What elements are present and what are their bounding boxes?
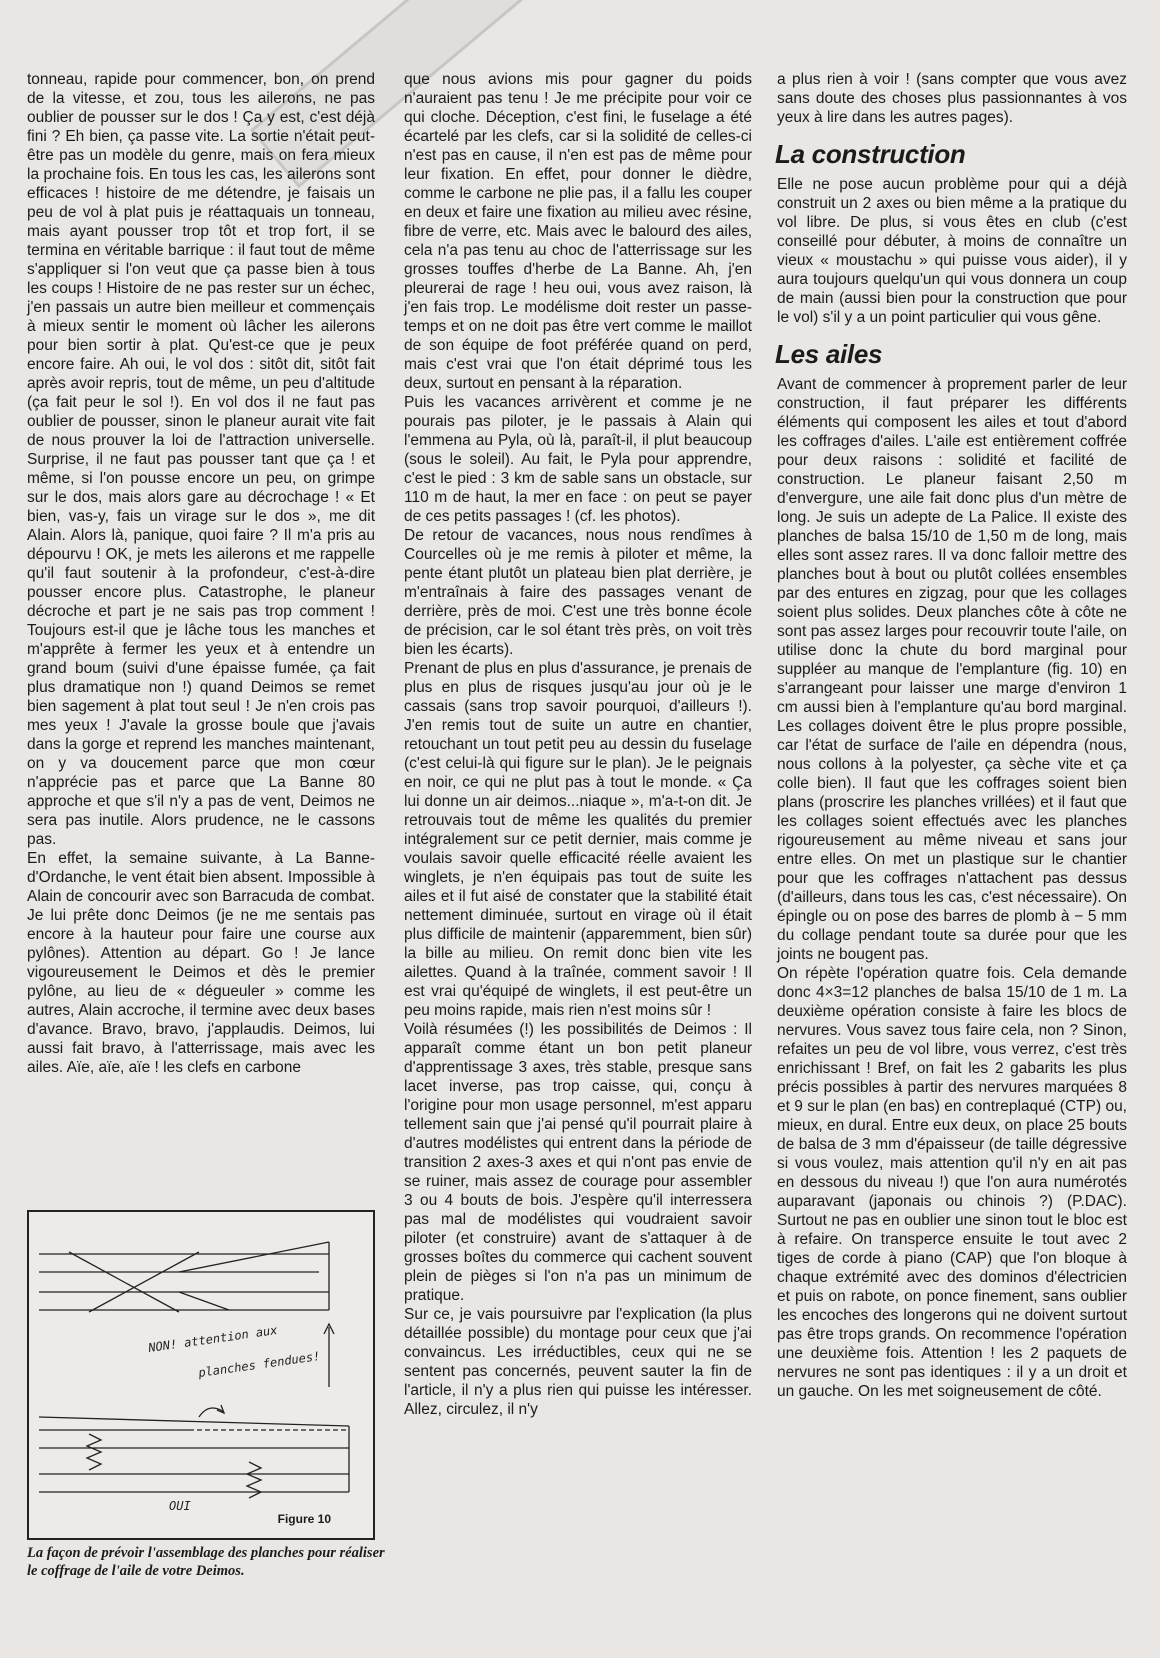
section-heading-construction: La construction (775, 139, 966, 169)
figure-10-wing-sheeting-diagram (27, 1210, 375, 1540)
paragraph: Voilà résumées (!) les possibilités de Deimos : Il apparaît comme étant un bon petit planeur d'apprentissage 3 axes, très stable, presque sans lacet inverse, pas trop caisse, qui, conçu à l'origine pour mon usage personnel, m'est apparu tellement sain que j'ai pensé qu'il pourrait plaire à d'autres modélistes qui entrent dans la période de transition 2 axes-3 axes et qui n'ont pas envie de se ruiner, mais assez de courage pour assembler 3 ou 4 bouts de bois. J'espère qu'il interressera pas mal de modélistes qui voudraient savoir piloter (et construire) avant de s'attaquer à de grosses boîtes du commerce qui cachent souvent plein de pièges si l'on n'a pas un minimum de pratique. (404, 1021, 752, 1304)
figure-number: Figure 10 (277, 1512, 331, 1526)
paragraph: Prenant de plus en plus d'assurance, je prenais de plus en plus de risques jusqu'au jour où je le cassais (sans trop savoir pourquoi, d'ailleurs !). J'en remis tout de suite un autre en chantier, retouchant un tout petit peu au dessin du fuselage (c'est celui-là qui figure sur le plan). Je le peignais en noir, ce qui ne plut pas à tout le monde. « Ça lui donne un air deimos...niaque », m'a-t-on dit. Je retrouvais tout de même les qualités du premier intégralement sur ce petit dernier, mais comme je voulais savoir quelle efficacité réelle avaient les winglets, je n'en équipais pas tout de suite les ailes et il fut aisé de constater que la stabilité était nettement diminuée, surtout en virage où il était plus difficile de maintenir (apparemment, bien sûr) la bille au milieu. On remit donc bien vite les ailettes. Quand à la traînée, comment savoir ! Il est vrai qu'équipé de winglets, il est peut-être un peu moins rapide, mais rien n'est moins sûr ! (404, 660, 752, 1019)
paragraph: a plus rien à voir ! (sans compter que vous avez sans doute des choses plus passionnantes à vos yeux à lire dans les autres pages). (777, 71, 1127, 126)
paragraph: que nous avions mis pour gagner du poids n'auraient pas tenu ! Je me précipite pour voir ce qui cloche. Déception, c'est fini, le fuselage a été écartelé par les clefs, car si la solidité de celles-ci n'est pas en cause, il n'en est pas de même pour leur fixation. En effet, pour donner le dièdre, comme le carbone ne plie pas, il a fallu les couper en deux et faire une fixation au milieu avec résine, fibre de verre, etc. Mais avec le balourd des ailes, cela n'a pas tenu au choc de l'atterrissage sur les grosses touffes d'herbe de La Banne. Ah, j'en pleurerai de rage ! heu oui, vous avez raison, là j'en fais trop. Le modélisme doit rester un passe-temps et on ne doit pas être vert comme le maillot de son équipe de foot préférée quand on perd, mais c'est vrai que l'on était déprimé tous les deux, surtout en pensant à la réparation. (404, 71, 752, 392)
text-column-middle (404, 70, 752, 1419)
paragraph: Sur ce, je vais poursuivre par l'explication (la plus détaillée possible) du montage pour ceux que j'ai convaincus. Les irréductibles, ceux qui ne se sentent pas concernés, peuvent sauter la fin de l'article, il n'y a plus rien qui puisse les intéresser. Allez, circulez, il n'y (404, 1306, 752, 1418)
text-column-left (27, 70, 375, 1077)
note-line-2: planches fendues! (197, 1349, 322, 1380)
section-heading-ailes: Les ailes (775, 339, 883, 369)
paragraph: De retour de vacances, nous nous rendîmes à Courcelles où je me remis à piloter et même, la pente étant plutôt un plateau bien plat derrière, je m'entraînais à faire des passages venant de derrière, près de moi. C'est une très bonne école de précision, car le sol étant très près, on voit très bien les écarts). (404, 527, 752, 658)
sheeting-sketch (29, 1212, 373, 1538)
paragraph: Puis les vacances arrivèrent et comme je ne pourais pas piloter, je le passais à Alain qui l'emmena au Pyla, où là, paraît-il, il plut beaucoup (sous le soleil). Au fait, le Pyla pour apprendre, c'est le pied : 3 km de sable sans un obstacle, sur 110 m de haut, la mer en face : on peut se payer de ces petits passages ! (cf. les photos). (404, 394, 752, 525)
paragraph: En effet, la semaine suivante, à La Banne-d'Ordanche, le vent était bien absent. Impossible à Alain de concourir avec son Barracuda de combat. Je lui prête donc Deimos (je ne me sentais pas encore à la hauteur pour faire une course aux pylônes). Attention au départ. Go ! Je lance vigoureusement le Deimos et dès le premier pylône, au lieu de « dégueuler » comme les autres, Alain accroche, il termine avec deux bases d'avance. Bravo, bravo, j'applaudis. Deimos, lui aussi fait bravo, à l'atterrissage, mais avec les ailes. Aïe, aïe, aïe ! les clefs en carbone (27, 850, 375, 1076)
paragraph: On répète l'opération quatre fois. Cela demande donc 4×3=12 planches de balsa 15/10 de 1 m. La deuxième opération consiste à faire les blocs de nervures. Vous savez tous faire cela, non ? Sinon, refaites un peu de vol libre, vous verrez, c'est très enrichissant ! Bref, on fait les 2 gabarits les plus précis possibles à partir des nervures marquées 8 et 9 sur le plan (en bas) en contreplaqué (CTP) ou, mieux, en dural. Entre eux deux, on place 25 bouts de balsa de 3 mm d'épaisseur (de taille dégressive si vous voulez, mais attention qu'il n'y en ait pas en dessous du niveau !) que l'on aura numérotés auparavant (japonais ou chinois ?) (P.DAC). Surtout ne pas en oublier une sinon tout le bloc est à refaire. On transperce ensuite le tout avec 2 tiges de corde à piano (CAP) que l'on bloque à chaque extrémité avec des dominos d'électricien et puis on rabote, on ponce finement, sans oublier les encoches des longerons qui ne doivent surtout pas être trops grands. On recommence l'opération une deuxième fois. Attention ! les 2 paquets de nervures ne sont pas identiques : il y a un droit et un gauche. On les met soigneusement de côté. (777, 965, 1127, 1400)
note-line-1: NON! attention aux (147, 1323, 279, 1355)
paragraph: tonneau, rapide pour commencer, bon, on prend de la vitesse, et zou, tous les ailerons, ne pas oublier de pousser sur le dos ! Ça y est, c'est déjà fini ? Eh bien, ça passe vite. La sortie n'était peut-être pas un modèle du genre, mais on fera mieux la prochaine fois. En tous les cas, les ailerons sont efficaces ! histoire de me détendre, je faisais un peu de vol à plat puis je réattaquais un tonneau, mais ayant pousser trop tôt et trop fort, il se termina en véritable barrique : il faut tout de même s'appliquer si l'on veut que ça passe bien à tous les coups ! Histoire de ne pas rester sur un échec, j'en passais un autre bien meilleur et commençais à mieux sentir le moment où lâcher les ailerons pour bien sortir à plat. Qu'est-ce que je peux encore faire. Ah oui, le vol dos : sitôt dit, sitôt fait après avoir repris, tout de même, un peu d'altitude (ça fait peur le sol !). En vol dos il ne faut pas oublier de pousser, sinon le planeur aurait vite fait de nous prouver la loi de l'attraction universelle. Surprise, il ne faut pas pousser tant que ça ! et même, si l'on pousse encore un peu, on grimpe sur le dos, mais alors gare au décrochage ! « Et bien, vas-y, fais un virage sur le dos », me dit Alain. Alors là, panique, quoi faire ? Il m'a pris au dépourvu ! OK, je mets les ailerons et me rappelle qu'il faut soutenir à la profondeur, c'est-à-dire pousser encore plus. Catastrophe, le planeur décroche et part je ne sais pas trop comment ! Toujours est-il que je lâche tous les manches et m'apprête à fermer les yeux et à entendre un grand boum (suivi d'une épaisse fumée, ça fait plus dramatique non !) quand Deimos se remet bien sagement à plat tout seul ! Je n'en crois pas mes yeux ! J'avale la grosse boule que j'avais dans la gorge et reprend les manches maintenant, on y va doucement parce que mon cœur n'apprécie pas et parce que La Banne 80 approche et que s'il n'y a pas de vent, Deimos ne sera pas inutile. Alors prudence, ne le cassons pas. (27, 71, 375, 848)
figure-caption: La façon de prévoir l'assemblage des planches pour réaliser le coffrage de l'aile de votre Deimos. (27, 1545, 385, 1579)
paragraph: Avant de commencer à proprement parler de leur construction, il faut préparer les différents éléments qui composent les ailes et tout d'abord les coffrages d'ailes. L'aile est entièrement coffrée pour deux raisons : solidité et facilité de construction. Le planeur faisant 2,50 m d'envergure, une aile fait donc plus d'un mètre de long. Je suis un adepte de La Palice. Il existe des planches de balsa 15/10 de 1,50 m de long, mais elles sont assez rares. Il va donc falloir mettre des planches bout à bout ou plutôt collées ensembles par des entures en zigzag, pour que les collages soient plus solides. Deux planches côte à côte ne sont pas assez larges pour recouvrir toute l'aile, on utilise donc la chute du bord marginal pour suppléer au manque de l'emplanture (fig. 10) en s'arrangeant pour laisser une marge d'environ 1 cm aussi bien à l'emplanture qu'au bord marginal. Les collages doivent être le plus propre possible, car l'état de surface de l'aile en dépendra (nous, nous collons à la polyester, ça sèche vite et ça colle bien). Il faut que les coffrages soient bien plans (proscrire les planches vrillées) et il faut que les collages soient effectués avec les planches rigoureusement au même niveau et sans jour entre elles. On met un plastique sur le chantier pour que les coffrages n'attachent pas dessus (d'ailleurs, dans tous les cas, c'est nécessaire). On épingle ou on pose des barres de plomb à − 5 mm du collage pendant toute sa durée pour que les joints ne bougent pas. (777, 376, 1127, 963)
paragraph: Elle ne pose aucun problème pour qui a déjà construit un 2 axes ou bien même a la pratique du vol libre. De plus, si vous êtes en club (c'est conseillé pour débuter, à moins de connaître un vieux « moustachu » qui puisse vous aider), il y aura toujours quelqu'un qui vous donnera un coup de main (aussi bien pour la construction que pour le vol) s'il y a un point particulier qui vous gêne. (777, 176, 1127, 326)
oui-label: OUI (169, 1499, 191, 1513)
text-column-right (777, 70, 1127, 1401)
